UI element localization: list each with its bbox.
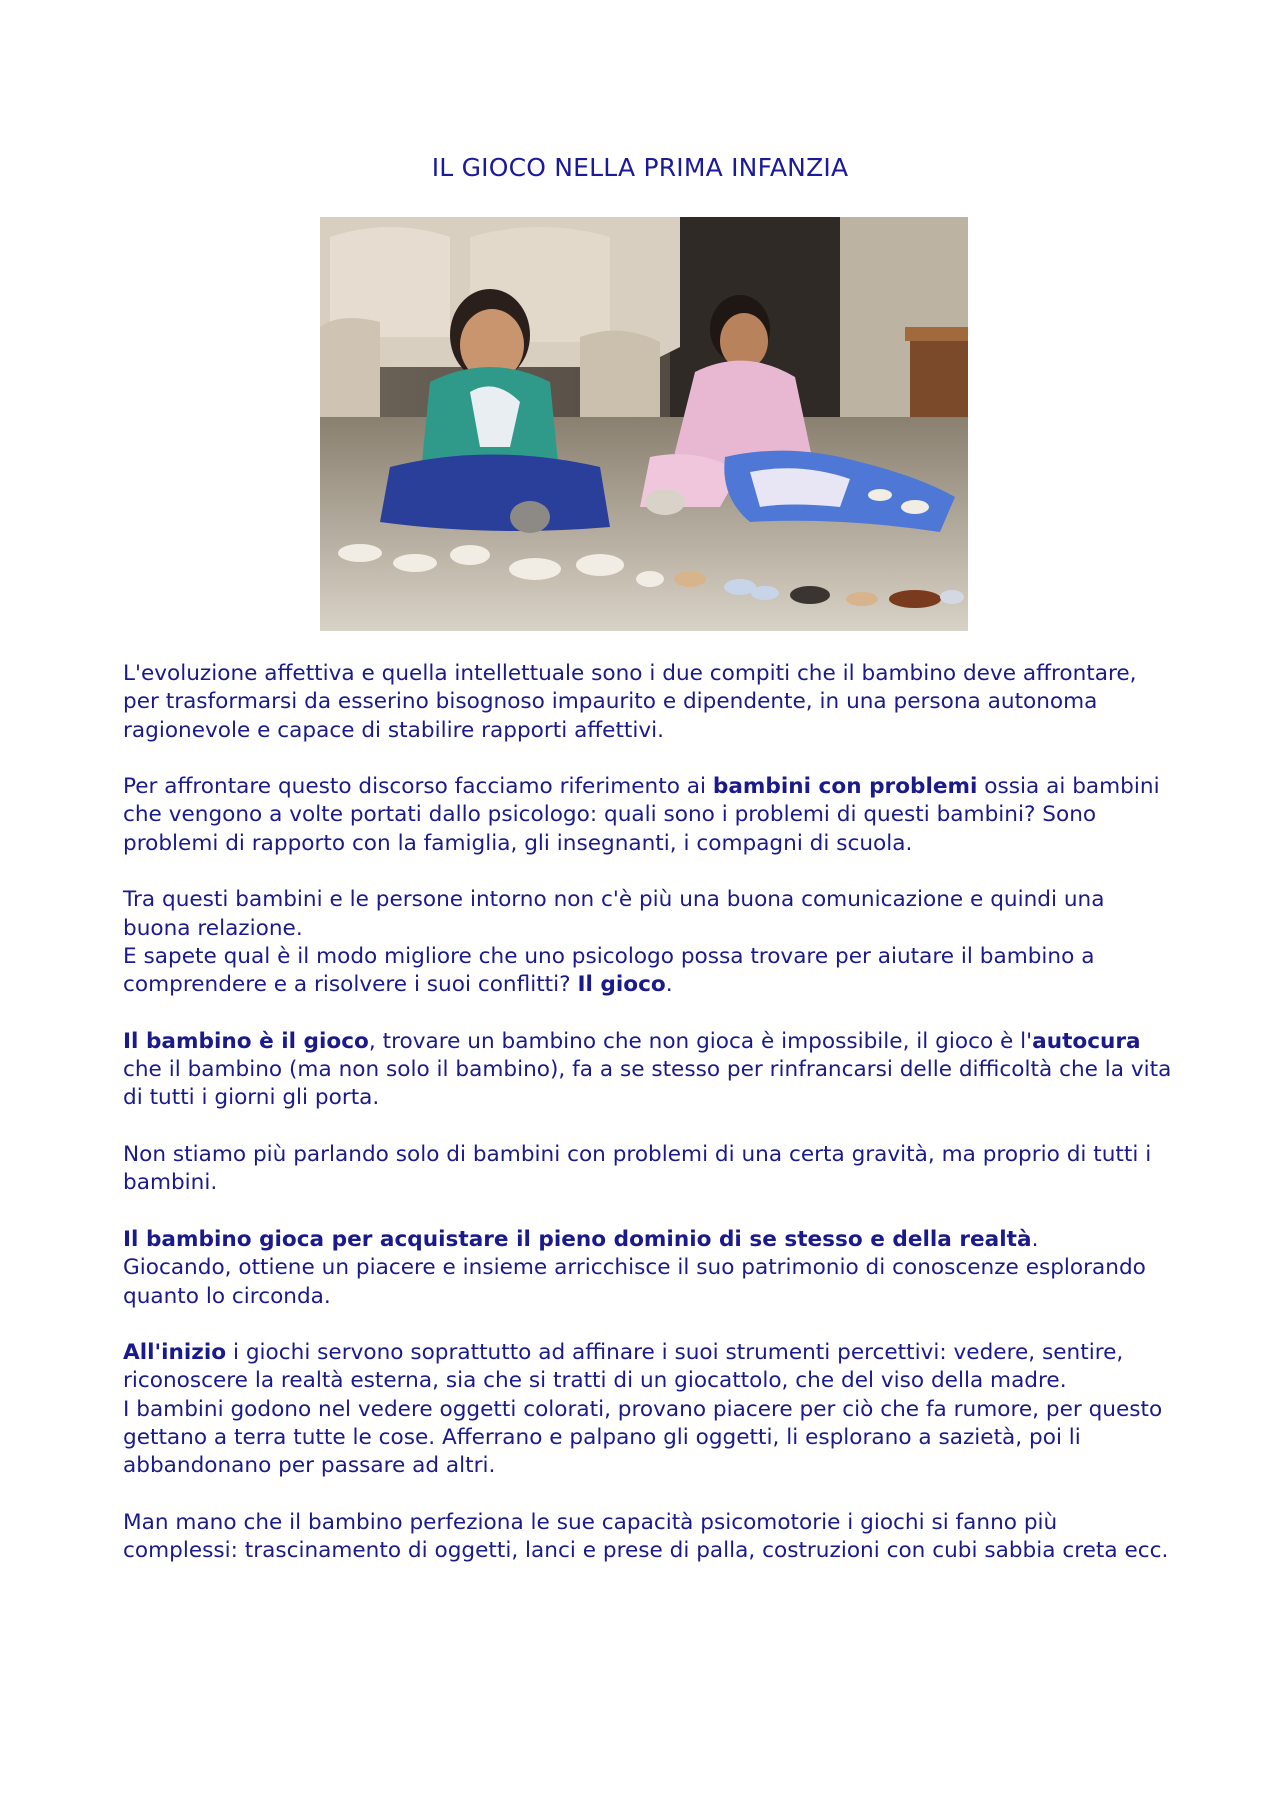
- bold-phrase: All'inizio: [123, 1340, 227, 1366]
- paragraph-1: L'evoluzione affettiva e quella intellettuale sono i due compiti che il bambino deve affrontare, per trasformarsi da esserino bisognoso impaurito e dipendente, in una persona autonoma ragionevole e capace di stabilire rapporti affettivi.: [123, 661, 1137, 743]
- paragraph-8: Man mano che il bambino perfeziona le sue capacità psicomotorie i giochi si fanno più complessi: trascinamento di oggetti, lanci e prese di palla, costruzioni con cubi sabbia creta ecc.: [123, 1509, 1169, 1564]
- bold-phrase: Il bambino gioca per acquistare il pieno dominio di se stesso e della realtà: [123, 1226, 1032, 1252]
- paragraph-5: Non stiamo più parlando solo di bambini con problemi di una certa gravità, ma proprio di tutti i bambini.: [123, 1142, 1152, 1196]
- bold-phrase: Il bambino è il gioco: [123, 1028, 369, 1054]
- bold-phrase: Il gioco: [577, 972, 666, 998]
- paragraph-2: Per affrontare questo discorso facciamo riferimento ai bambini con problemi ossia ai bambini che vengono a volte portati dallo psicologo: quali sono i problemi di questi bambini? Sono problemi di rapporto con la famiglia, gli insegnanti, i compagni di scuola.: [123, 774, 1160, 856]
- article-body: [123, 660, 1173, 1594]
- paragraph-4: Il bambino è il gioco, trovare un bambino che non gioca è impossibile, il gioco è l'autocura che il bambino (ma non solo il bambino), fa a se stesso per rinfrancarsi delle difficoltà che la vita di tutti i giorni gli porta.: [123, 1028, 1172, 1111]
- page-title: IL GIOCO NELLA PRIMA INFANZIA: [431, 153, 849, 182]
- bold-phrase: bambini con problemi: [712, 774, 978, 800]
- paragraph-6: Il bambino gioca per acquistare il pieno dominio di se stesso e della realtà. Giocando, ottiene un piacere e insieme arricchisce il suo patrimonio di conoscenze esplorando quanto lo circonda.: [123, 1226, 1146, 1309]
- bold-phrase: autocura: [1032, 1028, 1141, 1054]
- children-playing-photo: [320, 217, 968, 631]
- paragraph-3: Tra questi bambini e le persone intorno non c'è più una buona comunicazione e quindi una buona relazione. E sapete qual è il modo migliore che uno psicologo possa trovare per aiutare il bambino a comprendere e a risolvere i suoi conflitti? Il gioco.: [123, 887, 1105, 998]
- paragraph-7: All'inizio i giochi servono soprattutto ad affinare i suoi strumenti percettivi: vedere, sentire, riconoscere la realtà esterna, sia che si tratti di un giocattolo, che del viso della madre. I bambini godono nel vedere oggetti colorati, provano piacere per ciò che fa rumore, per questo gettano a terra tutte le cose. Afferrano e palpano gli oggetti, li esplorano a sazietà, poi li abbandonano per passare ad altri.: [123, 1340, 1163, 1479]
